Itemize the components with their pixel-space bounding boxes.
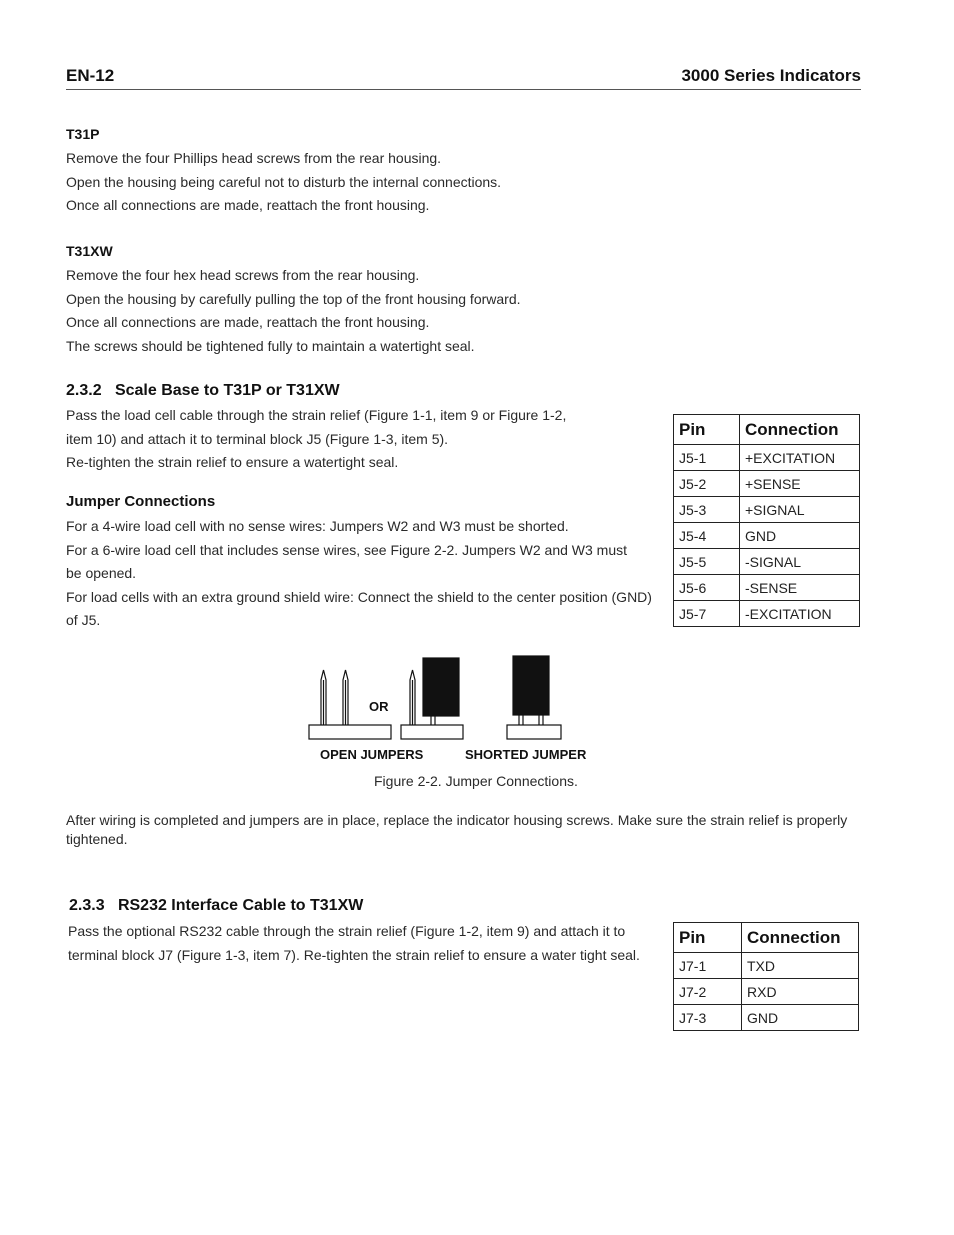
table-row <box>674 523 860 549</box>
after-wiring-paragraph: After wiring is completed and jumpers are in place, replace the indicator housing screws. Make sure the strain relief is properly tightened. <box>66 812 848 847</box>
table-row <box>674 953 859 979</box>
section-232-title: Scale Base to T31P or T31XW <box>114 382 340 399</box>
connection-cell: GND <box>740 523 860 549</box>
t31xw-line: Once all connections are made, reattach the front housing. <box>66 314 430 330</box>
open-jumpers-label: OPEN JUMPERS <box>320 747 424 762</box>
table-row <box>674 471 860 497</box>
pin-cell: J5-5 <box>674 549 740 575</box>
t31xw-line: Remove the four hex head screws from the rear housing. <box>66 267 420 283</box>
pin-cell: J7-3 <box>674 1005 742 1031</box>
t31p-paragraph <box>66 147 501 218</box>
pin-cell: J7-1 <box>674 953 742 979</box>
shorted-jumper-drawing <box>507 656 561 739</box>
connection-cell: +SIGNAL <box>740 497 860 523</box>
t31xw-line: The screws should be tightened fully to maintain a watertight seal. <box>66 337 475 354</box>
connection-cell: GND <box>742 1005 859 1031</box>
pin-cell: J5-2 <box>674 471 740 497</box>
jumper-line: For a 4-wire load cell with no sense wires: Jumpers W2 and W3 must be shorted. <box>66 518 569 534</box>
figure-caption: Figure 2-2. Jumper Connections. <box>374 773 578 789</box>
jumper-line: of J5. <box>66 612 101 628</box>
section-233-line: terminal block J7 (Figure 1-3, item 7). Re-tighten the strain relief to ensure a water tight seal. <box>68 946 640 963</box>
section-232-line: Re-tighten the strain relief to ensure a watertight seal. <box>66 454 399 470</box>
page-number: EN-12 <box>66 66 115 85</box>
table-row <box>674 549 860 575</box>
pin-cell: J5-7 <box>674 601 740 627</box>
pin-cell: J5-4 <box>674 523 740 549</box>
table-row <box>674 1005 859 1031</box>
section-233-line: Pass the optional RS232 cable through the strain relief (Figure 1-2, item 9) and attach it to <box>68 923 626 939</box>
jumper-line: be opened. <box>66 565 137 581</box>
connection-cell: TXD <box>742 953 859 979</box>
j7-pin-table <box>673 922 859 1031</box>
pin-cell: J5-3 <box>674 497 740 523</box>
section-232-line: item 10) and attach it to terminal block J5 (Figure 1-3, item 5). <box>66 430 449 447</box>
shorted-jumper-alt-drawing <box>401 658 463 739</box>
t31p-heading: T31P <box>66 126 100 142</box>
connection-column-header: Connection <box>742 923 859 953</box>
header-rule <box>66 89 861 90</box>
section-232-heading <box>66 382 340 400</box>
jumper-line: For load cells with an extra ground shield wire: Connect the shield to the center position (GND) <box>66 588 652 605</box>
section-233-heading <box>69 897 363 915</box>
pin-cell: J5-6 <box>674 575 740 601</box>
section-232-paragraph <box>66 404 566 475</box>
table-row <box>674 497 860 523</box>
connection-cell: -EXCITATION <box>740 601 860 627</box>
table-row <box>674 445 860 471</box>
t31p-line: Remove the four Phillips head screws from the rear housing. <box>66 150 442 166</box>
document-title: 3000 Series Indicators <box>681 66 861 85</box>
connection-cell: +SENSE <box>740 471 860 497</box>
connection-cell: -SENSE <box>740 575 860 601</box>
section-232-line: Pass the load cell cable through the strain relief (Figure 1-1, item 9 or Figure 1-2, <box>66 407 567 423</box>
section-232-number: 2.3.2 <box>66 382 102 399</box>
jumper-line: For a 6-wire load cell that includes sense wires, see Figure 2-2. Jumpers W2 and W3 must <box>66 541 628 558</box>
jumper-diagram <box>300 650 620 750</box>
jumper-connections-heading: Jumper Connections <box>66 493 216 510</box>
table-header-row <box>674 923 859 953</box>
connection-cell: RXD <box>742 979 859 1005</box>
pin-cell: J5-1 <box>674 445 740 471</box>
table-row <box>674 601 860 627</box>
section-233-paragraph <box>68 920 640 967</box>
pin-cell: J7-2 <box>674 979 742 1005</box>
connection-column-header: Connection <box>740 415 860 445</box>
table-row <box>674 575 860 601</box>
pin-column-header: Pin <box>674 923 742 953</box>
t31xw-paragraph <box>66 264 521 358</box>
section-233-title: RS232 Interface Cable to T31XW <box>117 897 364 914</box>
t31p-line: Once all connections are made, reattach the front housing. <box>66 197 430 213</box>
table-header-row <box>674 415 860 445</box>
t31xw-line: Open the housing by carefully pulling the top of the front housing forward. <box>66 290 521 307</box>
section-233-number: 2.3.3 <box>69 897 105 914</box>
or-label: OR <box>369 699 389 714</box>
pin-column-header: Pin <box>674 415 740 445</box>
connection-cell: -SIGNAL <box>740 549 860 575</box>
j5-pin-table <box>673 414 860 627</box>
jumper-paragraph <box>66 515 652 633</box>
t31xw-heading: T31XW <box>66 243 113 259</box>
connection-cell: +EXCITATION <box>740 445 860 471</box>
table-row <box>674 979 859 1005</box>
shorted-jumper-label: SHORTED JUMPER <box>465 747 587 762</box>
t31p-line: Open the housing being careful not to disturb the internal connections. <box>66 173 502 190</box>
